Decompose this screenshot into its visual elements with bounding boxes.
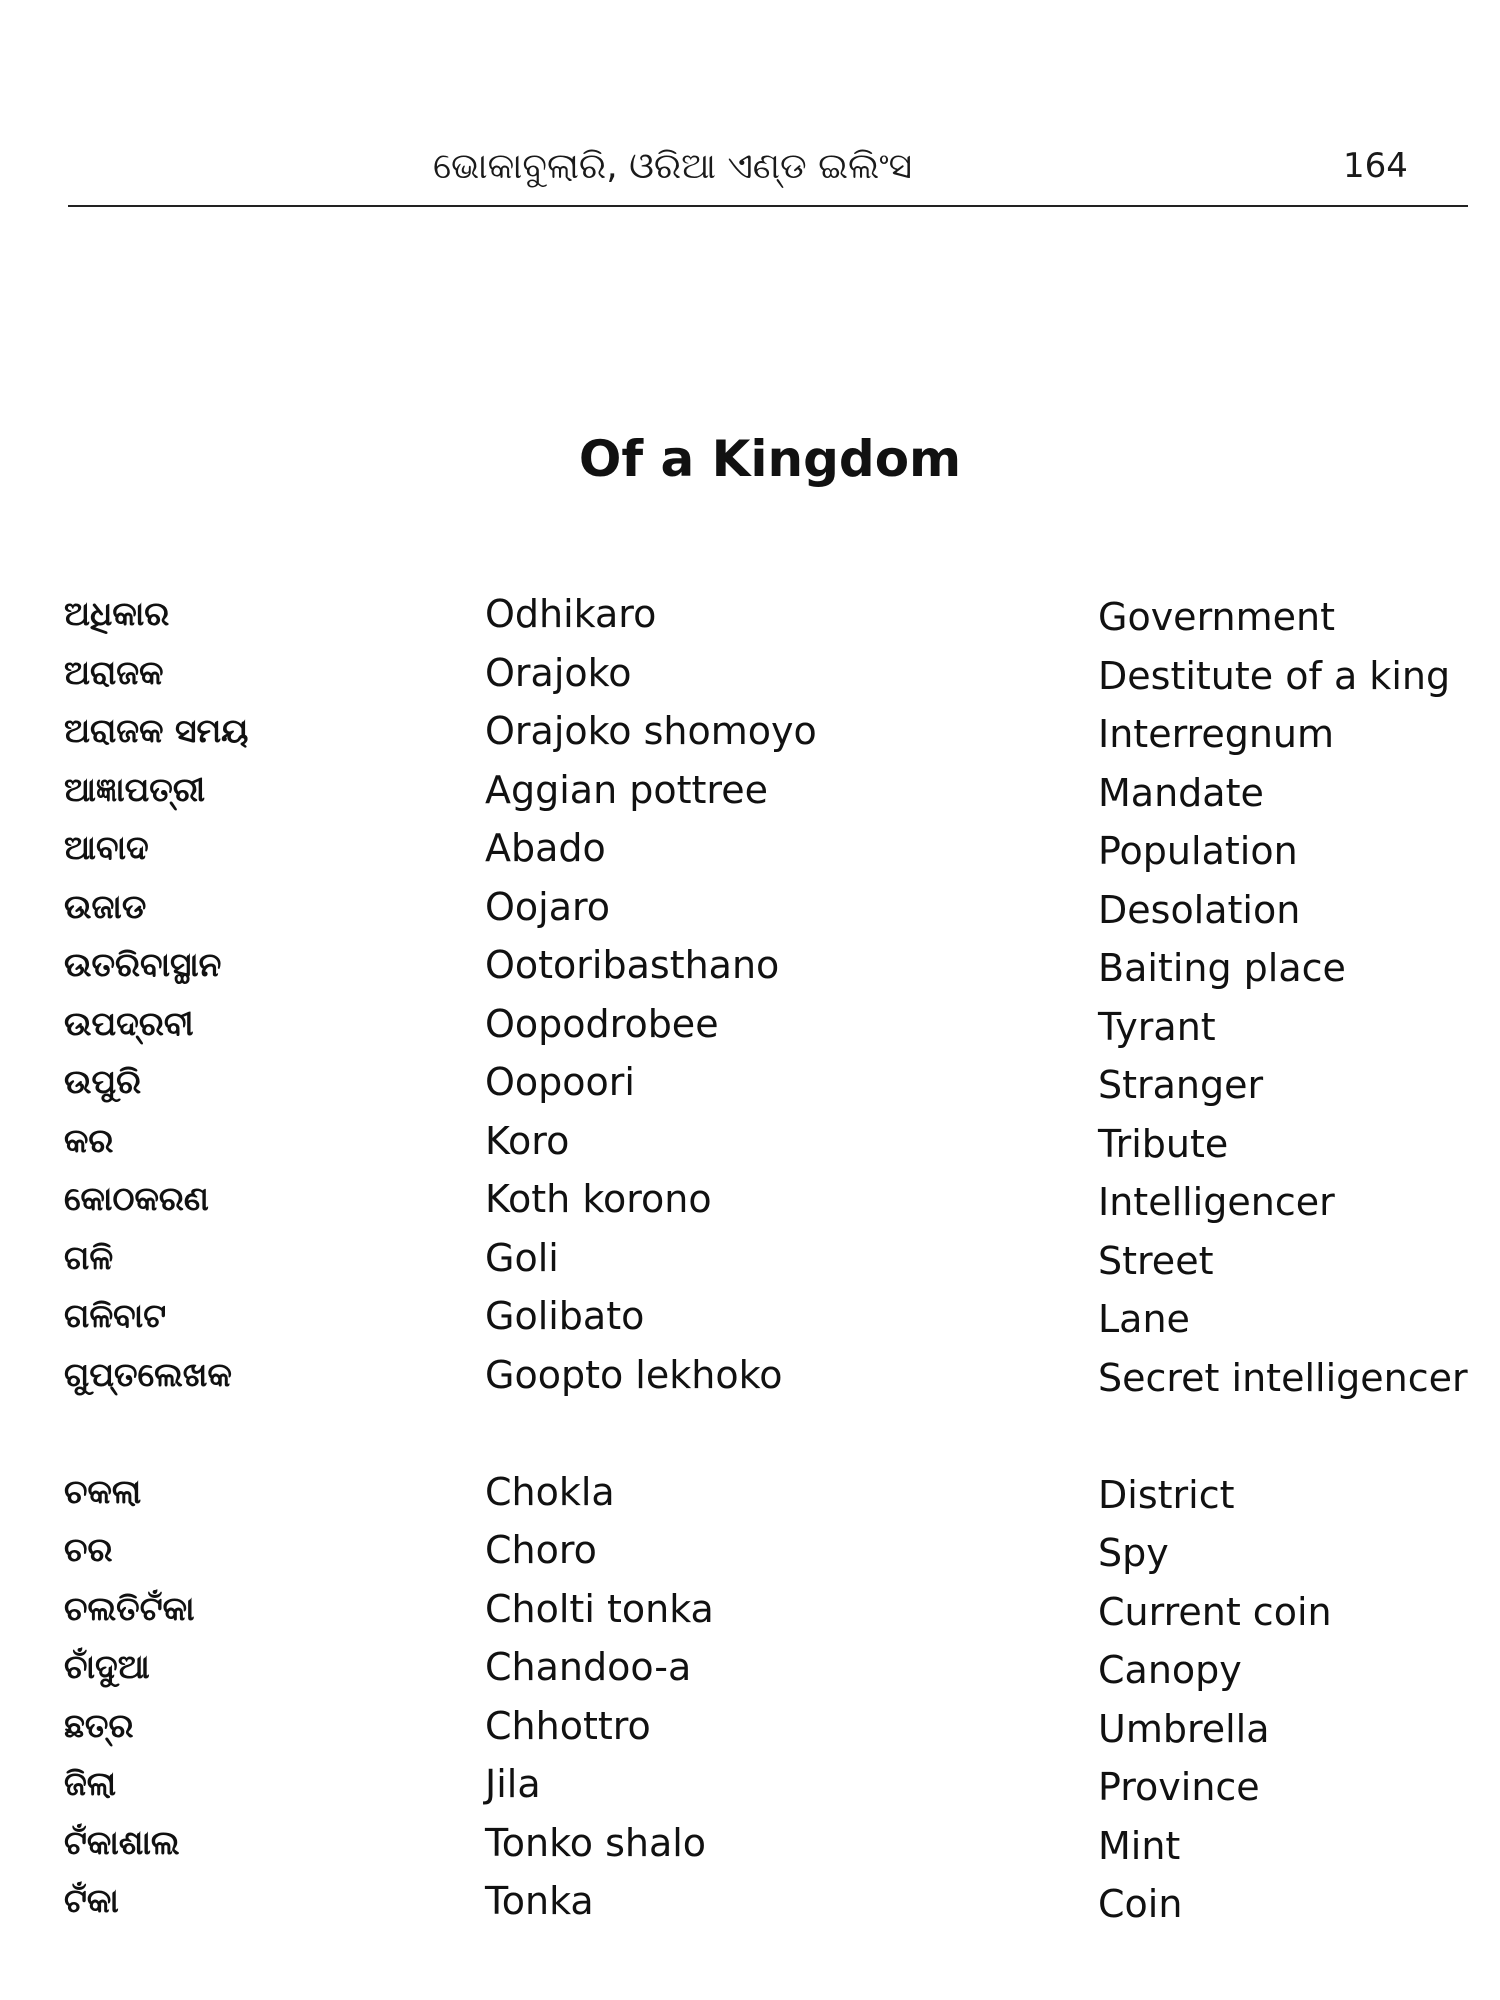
- odia-word: ଉଜାଡ: [64, 886, 147, 926]
- table-row: [0, 1696, 1500, 1755]
- transliteration: Cholti tonka: [485, 1586, 714, 1631]
- odia-word: ଉପୁରି: [64, 1062, 142, 1101]
- transliteration: Oopodrobee: [485, 1001, 719, 1046]
- table-row: [0, 818, 1500, 877]
- english-meaning: Government: [1098, 595, 1335, 639]
- odia-word: ଚାଁଦୁଆ: [64, 1647, 150, 1686]
- odia-word: ଗଳି: [64, 1237, 114, 1277]
- section-title: Of a Kingdom: [578, 430, 962, 488]
- table-row: [0, 760, 1500, 819]
- odia-word: ଚର: [64, 1530, 113, 1569]
- odia-word: ଛତ୍ର: [64, 1705, 134, 1745]
- table-row: [0, 1637, 1500, 1696]
- table-row: [0, 1111, 1500, 1170]
- table-row: [0, 1169, 1500, 1228]
- english-meaning: Population: [1098, 829, 1298, 873]
- english-meaning: Tribute: [1098, 1121, 1229, 1166]
- transliteration: Koro: [485, 1118, 570, 1163]
- table-row: [0, 1286, 1500, 1345]
- table-row: [0, 584, 1500, 643]
- english-meaning: Mint: [1098, 1823, 1181, 1868]
- english-meaning: Desolation: [1098, 887, 1301, 932]
- english-meaning: Tyrant: [1098, 1004, 1216, 1049]
- english-meaning: Destitute of a king: [1098, 653, 1451, 698]
- english-meaning: Coin: [1098, 1882, 1183, 1926]
- table-row: [0, 1228, 1500, 1287]
- odia-word: ଉତରିବାସ୍ଥାନ: [64, 945, 222, 984]
- table-row: [0, 1520, 1500, 1579]
- transliteration: Chhottro: [485, 1703, 651, 1748]
- english-meaning: Stranger: [1098, 1063, 1264, 1107]
- odia-word: ଚକଲା: [64, 1471, 142, 1511]
- transliteration: Tonko shalo: [485, 1820, 707, 1865]
- odia-word: ଗୁପ୍ତଲେଖକ: [64, 1354, 232, 1394]
- table-row: [0, 701, 1500, 760]
- transliteration: Golibato: [485, 1294, 645, 1338]
- english-meaning: Baiting place: [1098, 946, 1346, 990]
- odia-word: ଅଧିକାର: [64, 594, 170, 633]
- transliteration: Ootoribasthano: [485, 943, 780, 987]
- vocabulary-table: [0, 584, 1500, 1930]
- odia-word: ଟଁକା: [64, 1881, 119, 1920]
- transliteration: Orajoko: [485, 650, 632, 695]
- transliteration: Odhikaro: [485, 592, 657, 636]
- table-row: [0, 1579, 1500, 1638]
- english-meaning: Canopy: [1098, 1648, 1242, 1692]
- transliteration: Orajoko shomoyo: [485, 709, 817, 753]
- english-meaning: Street: [1098, 1238, 1214, 1283]
- table-row: [0, 1462, 1500, 1521]
- transliteration: Abado: [485, 826, 606, 870]
- english-meaning: District: [1098, 1472, 1235, 1517]
- odia-word: ଆଜ୍ଞାପତ୍ରୀ: [64, 769, 206, 809]
- transliteration: Choro: [485, 1528, 597, 1572]
- english-meaning: Lane: [1098, 1297, 1190, 1341]
- table-row: [0, 877, 1500, 936]
- english-meaning: Mandate: [1098, 770, 1264, 815]
- transliteration: Oojaro: [485, 884, 611, 929]
- odia-word: କୋଠକରଣ: [64, 1179, 209, 1218]
- table-row: [0, 994, 1500, 1053]
- odia-word: ଅରାଜକ ସମୟ: [64, 711, 249, 750]
- table-row: [0, 1871, 1500, 1930]
- odia-word: ଆବାଦ: [64, 828, 149, 867]
- odia-word: ଉପଦ୍ରବୀ: [64, 1003, 194, 1043]
- transliteration: Chandoo-a: [485, 1645, 692, 1689]
- english-meaning: Current coin: [1098, 1589, 1332, 1634]
- transliteration: Oopoori: [485, 1060, 635, 1104]
- transliteration: Chokla: [485, 1469, 615, 1514]
- table-row: [0, 643, 1500, 702]
- english-meaning: Intelligencer: [1098, 1180, 1335, 1224]
- book-title: ଭୋକାବୁଲାରି, ଓରିଆ ଏଣ୍ଡ ଇଲିଂସ: [433, 146, 913, 187]
- odia-word: ଗଳିବାଟ: [64, 1296, 167, 1335]
- odia-word: ଜିଲା: [64, 1764, 117, 1803]
- english-meaning: Spy: [1098, 1531, 1169, 1575]
- table-row: [0, 1345, 1500, 1462]
- table-row: [0, 935, 1500, 994]
- running-header: [68, 128, 1468, 208]
- odia-word: ଟଁକାଶାଲ: [64, 1822, 180, 1862]
- table-row: [0, 1813, 1500, 1872]
- odia-word: ଅରାଜକ: [64, 652, 164, 692]
- transliteration: Aggian pottree: [485, 767, 768, 812]
- transliteration: Tonka: [485, 1879, 594, 1923]
- odia-word: କର: [64, 1120, 114, 1160]
- english-meaning: Umbrella: [1098, 1706, 1270, 1751]
- table-row: [0, 1052, 1500, 1111]
- english-meaning: Interregnum: [1098, 712, 1334, 756]
- transliteration: Koth korono: [485, 1177, 712, 1221]
- odia-word: ଚଲତିଟଁକା: [64, 1588, 195, 1628]
- transliteration: Goopto lekhoko: [485, 1352, 783, 1397]
- english-meaning: Secret intelligencer: [1098, 1355, 1468, 1400]
- transliteration: Goli: [485, 1235, 559, 1280]
- page-number: 164: [1343, 146, 1408, 186]
- header-rule: [68, 205, 1468, 207]
- transliteration: Jila: [485, 1762, 541, 1806]
- english-meaning: Province: [1098, 1765, 1260, 1809]
- table-row: [0, 1754, 1500, 1813]
